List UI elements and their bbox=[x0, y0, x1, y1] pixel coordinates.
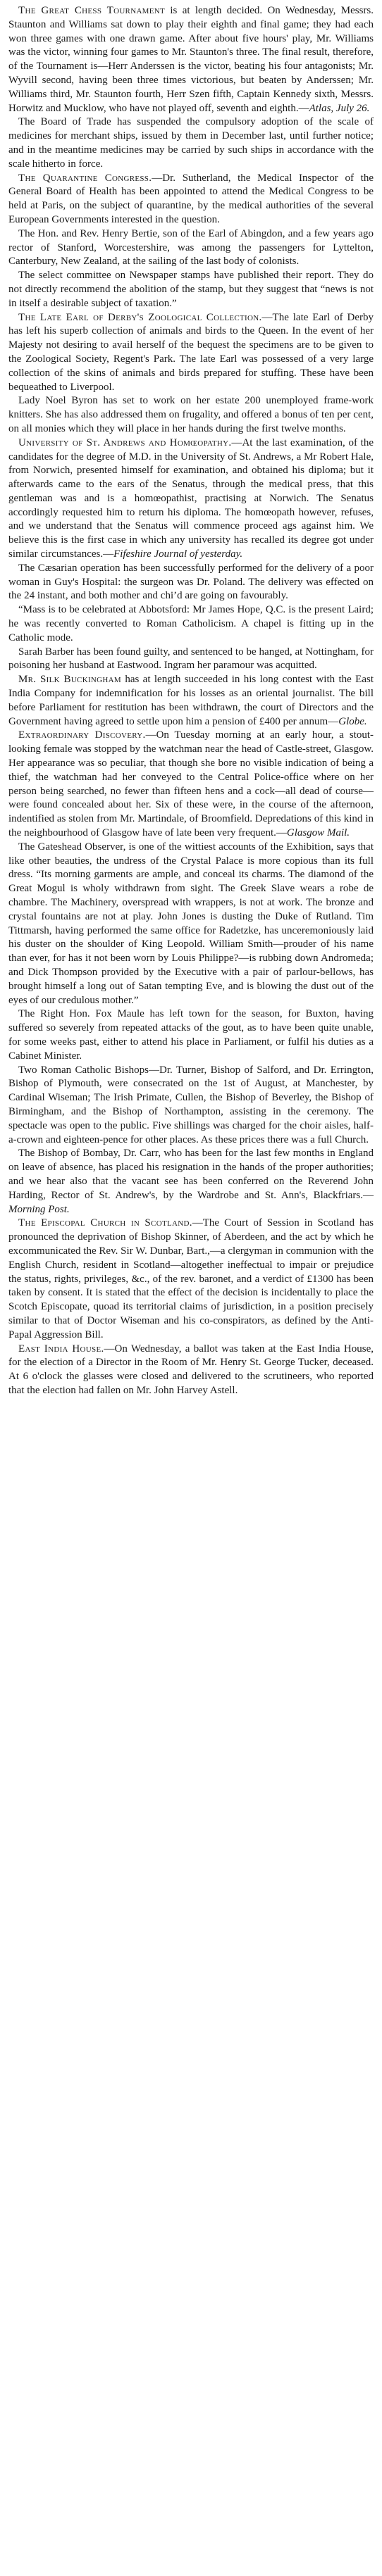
paragraph-source: Morning Post. bbox=[8, 1203, 70, 1215]
paragraph-body: Two Roman Catholic Bishops—Dr. Turner, Bishop of Salford, and Dr. Errington, Bishop of Plymouth, were consecrated on the 1st of August, at Manchester, by Cardinal Wiseman; The Irish Primate, Cullen, the Bishop of Beverley, the Bishop of Birmingham, and the Bishop of Northampton, assisting in the ceremony. The spectacle was open to the public. Five shillings was charged for the choir aisles, half-a-crown and eighteen-pence for other places. As these prices there was a full Church. bbox=[8, 1064, 374, 1145]
paragraph-heading: The Late Earl of Derby's Zoological Collection. bbox=[18, 311, 262, 323]
paragraph bbox=[8, 646, 374, 674]
paragraph-source: Glasgow Mail. bbox=[286, 827, 350, 839]
paragraph bbox=[8, 172, 374, 227]
paragraph-source: Globe. bbox=[338, 715, 367, 727]
paragraph bbox=[8, 1007, 374, 1063]
paragraph-body: —At the last examination, of the candidates for the degree of M.D. in the University of St. Andrews, a Mr Robert Hale, from Norwich, presented himself for examination, and obtained his diploma; but it afterwards came to the ears of the Senatus, through the medical press, that this gentleman was and is a homœopathist, practising at Norwich. The Senatus accordingly requested him to return his diploma. The homœopath however, refuses, and we understand that the Senatus will commence proceed ags against him. We believe this is the first case in which any university has recalled its degree got under similar circumstances.— bbox=[8, 436, 374, 560]
paragraph bbox=[8, 227, 374, 269]
paragraph-body: The Bishop of Bombay, Dr. Carr, who has been for the last few months in England on leave of absence, has placed his resignation in the hands of the proper authorities; and we hear also that the vacant see has been conferred on the Reverend John Harding, Rector of St. Andrew's, by the Wardrobe and St. Ann's, Blackfriars.— bbox=[8, 1148, 374, 1201]
paragraph-body: —On Wednesday, a ballot was taken at the East India House, for the election of a Director in the Room of Mr. Henry St. George Tucker, deceased. At 6 o'clock the glasses were closed and delivered to the scrutineers, who reported that the election had fallen on Mr. John Harvey Astell. bbox=[8, 1343, 374, 1396]
paragraph bbox=[8, 729, 374, 840]
paragraph-body: —On Tuesday morning at an early hour, a stout-looking female was stopped by the watchman near the head of Castle-street, Glasgow. Her appearance was so peculiar, that though she bore no visible indication of being a thief, the watchman had her conveyed to the Central Police-office where on her person being searched, no fewer than fifteen hens and a cock—all dead of course—were found concealed about her. Six of these were, in the course of the afternoon, indentified as stolen from Mr. Martindale, of Broomfield. Depredations of this kind in the neighbourhood of Glasgow have of late been very frequent.— bbox=[8, 729, 374, 839]
paragraph bbox=[8, 311, 374, 395]
paragraph bbox=[8, 603, 374, 645]
paragraph bbox=[8, 394, 374, 436]
paragraph bbox=[8, 269, 374, 310]
paragraph-heading: Mr. Silk Buckingham bbox=[18, 674, 121, 686]
paragraph-heading: Extraordinary Discovery. bbox=[18, 729, 146, 741]
paragraph bbox=[8, 1064, 374, 1148]
paragraph bbox=[8, 115, 374, 171]
paragraph-heading: The Quarantine Congress. bbox=[18, 172, 152, 184]
paragraph-heading: East India House. bbox=[18, 1343, 104, 1355]
paragraph bbox=[8, 1343, 374, 1398]
paragraph-body: —The Court of Session in Scotland has pronounced the deprivation of Bishop Skinner, of Aberdeen, and the act by which he excommunicated the Rev. Sir W. Dunbar, Bart.,—a clergyman in communion with the English Church, resident in Scotland—altogether ineffectual to impair or prejudice the status, rights, privileges, &c., of the rev. baronet, and a verdict of £1300 has been taken by consent. It is stated that the effect of the decision is incidentally to place the Scotch Episcopate, quoad its territorial claims of jurisdiction, in a position precisely similar to that of Doctor Wiseman and his co-conspirators, as defined by the Anti-Papal Aggression Bill. bbox=[8, 1217, 374, 1340]
paragraph bbox=[8, 673, 374, 729]
paragraph-body: Sarah Barber has been found guilty, and sentenced to be hanged, at Nottingham, for poisoning her husband at Eastwood. Ingram her paramour was acquitted. bbox=[8, 646, 374, 672]
paragraph-heading: The Episcopal Church in Scotland. bbox=[18, 1217, 192, 1229]
paragraph-body: The Right Hon. Fox Maule has left town for the season, for Buxton, having suffered so severely from repeated attacks of the gout, as to have been quite unable, for some weeks past, either to attend his place in Parliament, or fulfil his duties as a Cabinet Minister. bbox=[8, 1008, 374, 1062]
paragraph-body: The Cæsarian operation has been successfully performed for the delivery of a poor woman in Guy's Hospital: the surgeon was Dr. Poland. The delivery was effected on the 24 instant, and both mother and chi’d are going on favourably. bbox=[8, 562, 374, 602]
paragraph-body: The Gateshead Observer, is one of the wittiest accounts of the Exhibition, says that like other beauties, the undress of the Crystal Palace is more copious than its full dress. “Its morning garments are ample, and conceal its charms. The diamond of the Great Mogul is wholy withdrawn from sight. The Greek Slave wears a robe de chambre. The Machinery, overspread with wrappers, is not at work. The bronze and crystal fountains are not at play. John Jones is dusting the Duke of Rutland. Tim Tittmarsh, having performed the same office for Radetzke, has unceremoniously laid his duster on the shoulder of King Leopold. William Smith—prouder of his name than ever, for has it not been worn by Louis Philippe?—is rubbing down Andromeda; and Dick Thompson provided by the Executive with a pair of parlour-bellows, has brought himself a long out of Satan tempting Eve, and is blowing the dust out of the eyes of our credulous mother.” bbox=[8, 841, 374, 1006]
paragraph-heading: The Great Chess Tournament bbox=[18, 5, 166, 16]
paragraph-body: The Board of Trade has suspended the compulsory adoption of the scale of medicines for merchant ships, issued by them in December last, until further notice; and in the meantime medicines may be carried by such ships in accordance with the scale hitherto in force. bbox=[8, 116, 374, 170]
paragraph bbox=[8, 841, 374, 1008]
paragraph bbox=[8, 1147, 374, 1217]
paragraph-source: Atlas, July 26. bbox=[309, 102, 370, 114]
paragraph-heading: University of St. Andrews and Homœopathy. bbox=[18, 436, 232, 448]
paragraph bbox=[8, 562, 374, 603]
paragraph bbox=[8, 4, 374, 115]
paragraph-body: “Mass is to be celebrated at Abbotsford: Mr James Hope, Q.C. is the present Laird; he was recently converted to Roman Catholicism. A chapel is fitting up in the Catholic mode. bbox=[8, 604, 374, 643]
paragraph-body: —Dr. Sutherland, the Medical Inspector of the General Board of Health has been appointed to attend the Medical Congress to be held at Paris, on the subject of quarantine, by the medical authorities of the several European Governments interested in the question. bbox=[8, 172, 374, 225]
paragraph-body: The Hon. and Rev. Henry Bertie, son of the Earl of Abingdon, and a few years ago rector of Stanford, Worcestershire, was among the passengers for Lyttelton, Canterbury, New Zealand, at the sailing of the last body of colonists. bbox=[8, 227, 374, 268]
paragraph-body: —The late Earl of Derby has left his superb collection of animals and birds to the Queen. In the event of her Majesty not desiring to avail herself of the bequest the specimens are to be given to the Zoological Society, Regent's Park. The late Earl was possessed of a very large collection of the skins of animals and birds prepared for stuffing. These have been bequeathed to Liverpool. bbox=[8, 311, 374, 393]
paragraph-body: Lady Noel Byron has set to work on her estate 200 unemployed frame-work knitters. She has also addressed them on frugality, and offered a bonus of ten per cent, on all monies which they will place in her hands during the first twelve months. bbox=[8, 395, 374, 434]
paragraph bbox=[8, 1217, 374, 1342]
paragraph-body: The select committee on Newspaper stamps have published their report. They do not directly recommend the abolition of the stamp, but they suggest that “news is not in itself a desirable subject of taxation.” bbox=[8, 270, 374, 309]
paragraph-source: Fifeshire Journal of yesterday. bbox=[113, 548, 243, 560]
paragraph-body: is at length decided. On Wednesday, Messrs. Staunton and Williams sat down to play their eighth and final game; they had each won three games with one drawn game. After about five hours' play, Mr. Williams was the victor, winning four games to Mr. Staunton's three. The final result, therefore, of the Tournament is—Herr Anderssen is the victor, beating his four antagonists; Mr. Wyvill second, having been three times victorious, but beaten by Anderssen; Mr. Williams third, Mr. Staunton fourth, Herr Szen fifth, Captain Kennedy sixth, Messrs. Horwitz and Mucklow, who have not played off, seventh and eighth.— bbox=[8, 5, 374, 114]
paragraph-body: has at length succeeded in his long contest with the East India Company for indemnification for his losses as an oriental journalist. The bill before Parliament for restitution has been withdrawn, the court of Directors and the Government having agreed to settle upon him a pension of £400 per annum— bbox=[8, 674, 374, 727]
paragraph bbox=[8, 436, 374, 562]
